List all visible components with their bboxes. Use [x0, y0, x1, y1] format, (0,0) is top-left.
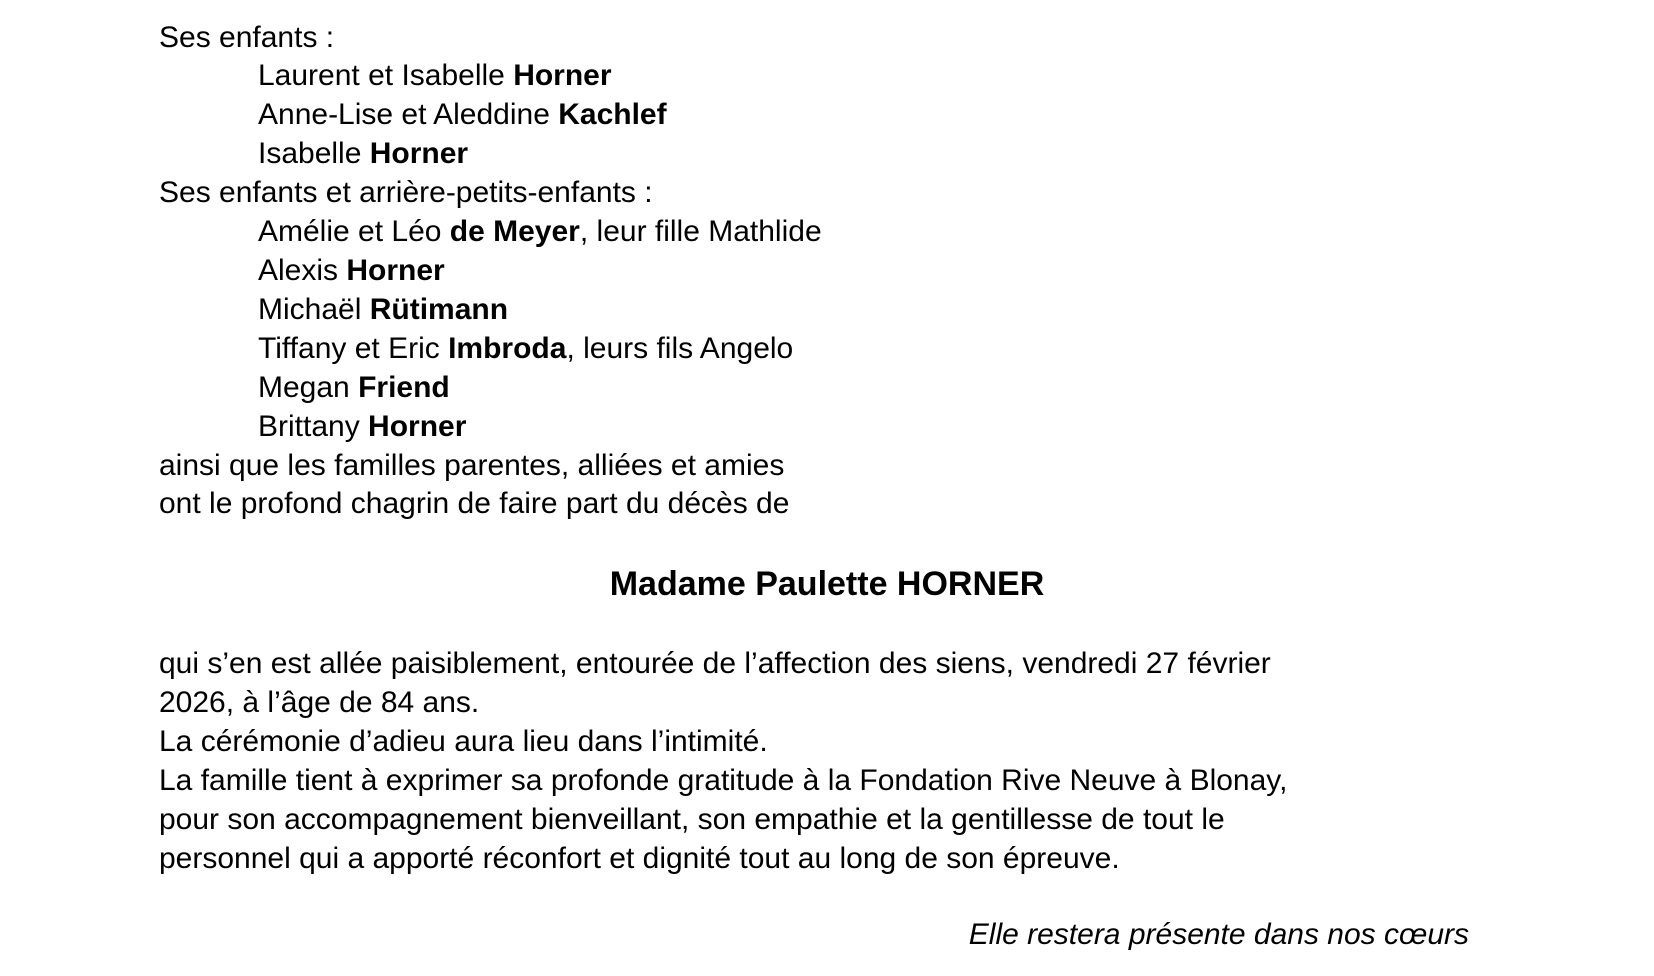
grandchild-given-names: Amélie et Léo — [258, 215, 450, 248]
grandchild-given-names: Michaël — [258, 293, 370, 326]
grandchild-surname: Friend — [358, 371, 450, 404]
grandchild-surname: Horner — [346, 254, 445, 287]
body-line: qui s’en est allée paisiblement, entourée de l’affection des siens, vendredi 27 février — [159, 647, 1271, 680]
child-surname: Horner — [513, 59, 612, 92]
grandchild-given-names: Alexis — [258, 254, 347, 287]
body-line: La famille tient à exprimer sa profonde gratitude à la Fondation Rive Neuve à Blonay, — [159, 764, 1288, 797]
body-line: pour son accompagnement bienveillant, son empathie et la gentillesse de tout le — [159, 803, 1225, 836]
grandchild-entry — [258, 214, 822, 250]
child-entry — [258, 136, 468, 172]
grandchild-given-names: Tiffany et Eric — [258, 332, 449, 365]
grandchild-extra: , leurs fils Angelo — [566, 332, 794, 365]
intro-line: ont le profond chagrin de faire part du décès de — [159, 487, 790, 520]
grandchild-given-names: Megan — [258, 371, 359, 404]
body-line: 2026, à l’âge de 84 ans. — [159, 686, 480, 719]
grandchild-entry — [258, 253, 445, 289]
grandchild-surname: Horner — [368, 410, 467, 443]
deceased-name: Madame Paulette HORNER — [609, 565, 1045, 603]
grandchild-given-names: Brittany — [258, 410, 369, 443]
grandchild-extra: , leur fille Mathlide — [579, 215, 822, 248]
grandchild-entry — [258, 409, 466, 445]
grandchildren-heading: Ses enfants et arrière-petits-enfants : — [159, 176, 653, 209]
child-given-names: Laurent et Isabelle — [258, 59, 514, 92]
grandchild-surname: Imbroda — [448, 332, 567, 365]
children-heading: Ses enfants : — [159, 21, 335, 54]
grandchild-surname: Rütimann — [369, 293, 509, 326]
child-surname: Kachlef — [558, 98, 667, 131]
closing-line: Elle restera présente dans nos cœurs — [968, 918, 1469, 951]
child-given-names: Anne-Lise et Aleddine — [258, 98, 559, 131]
child-entry — [258, 58, 612, 94]
grandchild-surname: de Meyer — [449, 215, 580, 248]
body-line: personnel qui a apporté réconfort et dignité tout au long de son épreuve. — [159, 842, 1120, 875]
grandchild-entry — [258, 331, 793, 367]
grandchild-entry — [258, 370, 450, 406]
child-given-names: Isabelle — [258, 137, 370, 170]
body-line: La cérémonie d’adieu aura lieu dans l’intimité. — [159, 725, 768, 758]
child-surname: Horner — [369, 137, 469, 170]
child-entry — [258, 97, 667, 133]
grandchild-entry — [258, 292, 508, 328]
intro-line: ainsi que les familles parentes, alliées et amies — [159, 449, 785, 482]
